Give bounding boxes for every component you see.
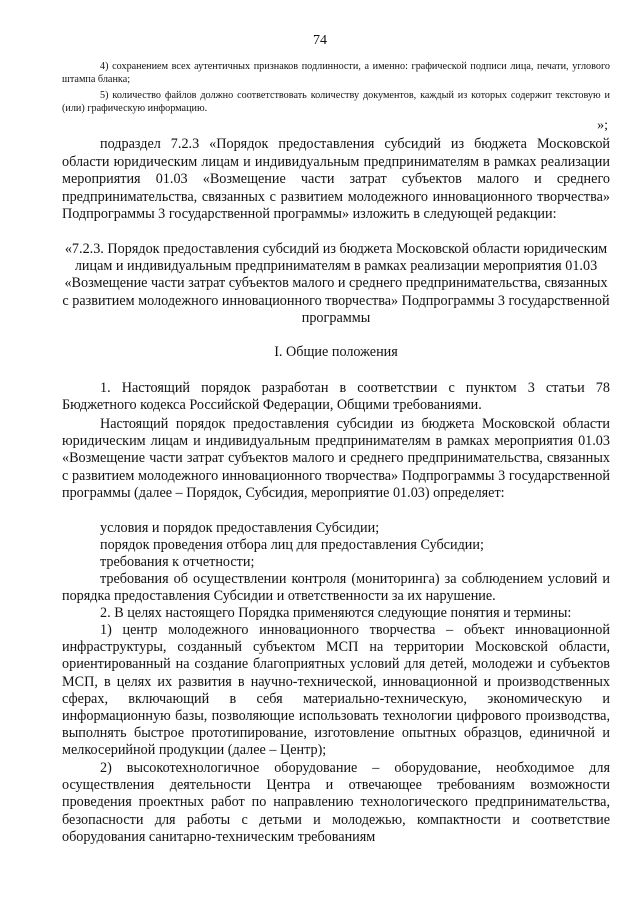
page-number: 74 [313, 33, 327, 48]
paragraph-control: требования об осуществлении контроля (мониторинга) за соблюдением условий и порядка предоставления Субсидии и ответственности за их нарушение. [62, 571, 610, 605]
paragraph-term-1: 1) центр молодежного инновационного творчества – объект инновационной инфраструктуры, созданный субъектом МСП на территории Московской области, ориентированный на создание благоприятных условий для детей, молодежи и субъектов МСП, в целях их развития в научно-технической, инновационной и производственных сферах, включающий в себя материально-техническую, экономическую и информационную базы, позволяющие использовать технологии цифрового производства, выполнять быстрое прототипирование, изготовление опытных образцов, единичной и мелкосерийной продукции (далее – Центр); [62, 622, 610, 759]
list-line-reporting: требования к отчетности; [100, 554, 255, 570]
paragraph-term-2: 2) высокотехнологичное оборудование – оборудование, необходимое для осуществления деятельности Центра и отвечающее требованиям возможности проведения проектных работ по направлению технологического предпринимательства, безопасности для работы с детьми и молодежью, компактности и соответствие оборудования санитарно-техническим требованиям [62, 760, 610, 845]
footnote-item-5: 5) количество файлов должно соответствовать количеству документов, каждый из которых содержит текстовую и (или) графическую информацию. [62, 90, 610, 115]
paragraph-1: 1. Настоящий порядок разработан в соответствии с пунктом 3 статьи 78 Бюджетного кодекса Российской Федерации, Общими требованиями. [62, 380, 610, 414]
footnote-item-4: 4) сохранением всех аутентичных признаков подлинности, а именно: графической подписи лица, печати, углового штампа бланка; [62, 61, 610, 86]
list-line-conditions: условия и порядок предоставления Субсидии; [100, 520, 380, 536]
heading-general-provisions: I. Общие положения [274, 344, 398, 360]
list-line-selection: порядок проведения отбора лиц для предоставления Субсидии; [100, 537, 484, 553]
paragraph-terms-intro: 2. В целях настоящего Порядка применяются следующие понятия и термины: [100, 605, 572, 621]
paragraph-2: Настоящий порядок предоставления субсидии из бюджета Московской области юридическим лицам и индивидуальным предпринимателям в рамках мероприятия 01.03 «Возмещение части затрат субъектов малого и среднего предпринимательства, связанных с развитием молодежного инновационного творчества» Подпрограммы 3 государственной программы (далее – Порядок, Субсидия, мероприятие 01.03) определяет: [62, 416, 610, 501]
closing-quote: »; [597, 118, 608, 133]
section-title: «7.2.3. Порядок предоставления субсидий из бюджета Московской области юридическим лицам и индивидуальным предпринимателям в рамках реализации мероприятия 01.03 «Возмещение части затрат субъектов малого и среднего предпринимательства, связанных с развитием молодежного инновационного творчества» Подпрограммы 3 государственной программы [62, 241, 610, 326]
subsection-intro: подраздел 7.2.3 «Порядок предоставления субсидий из бюджета Московской области юридическим лицам и индивидуальным предпринимателям в рамках реализации мероприятия 01.03 «Возмещение части затрат субъектов малого и среднего предпринимательства, связанных с развитием молодежного инновационного творчества» Подпрограммы 3 государственной программы» изложить в следующей редакции: [62, 136, 610, 223]
